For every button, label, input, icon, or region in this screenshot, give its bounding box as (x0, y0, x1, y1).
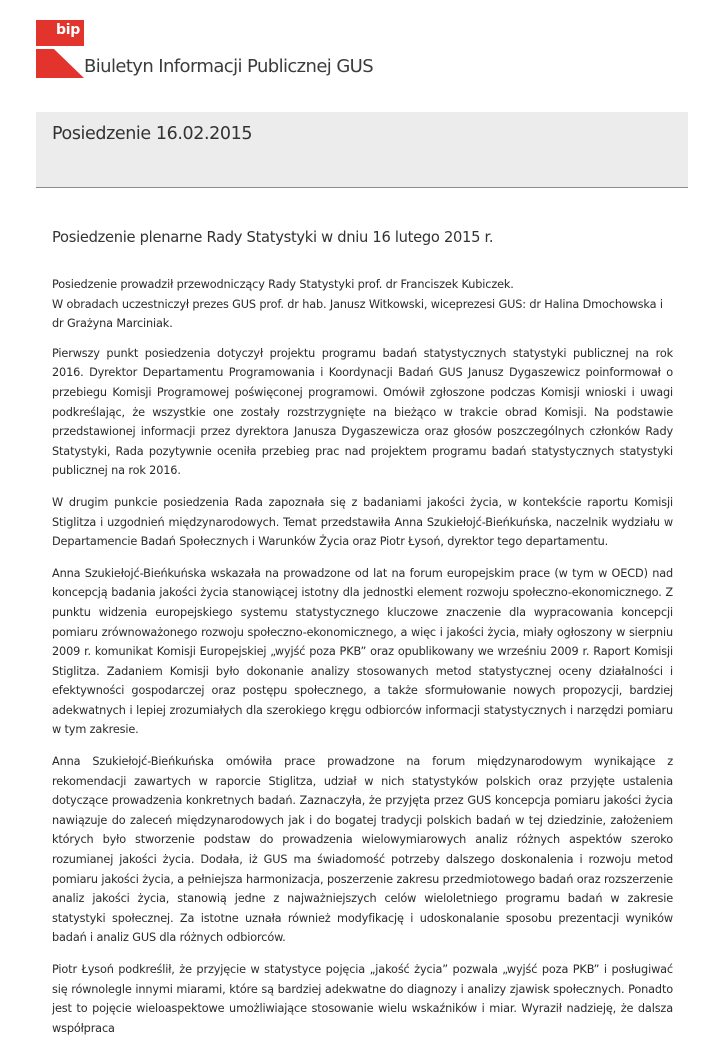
site-title[interactable]: Biuletyn Informacji Publicznej GUS (84, 56, 374, 77)
article-paragraph: Anna Szukiełojć-Bieńkuńska omówiła prace prowadzone na forum międzynarodowym wynikające z rekomendacji zawartych w raporcie Stiglitza, udział w nich statystyków polskich oraz przyjęte ustalenia dotyczące prowadzenia konkretnych badań. Zaznaczyła, że przyjęta przez GUS koncepcja pomiaru jakości życia nawiązuje do zaleceń międzynarodowych jak i do bogatej tradycji polskich badań w tej dziedzinie, założeniem których było stworzenie podstaw do prowadzenia wielowymiarowych analiz różnych aspektów szeroko rozumianej jakości życia. Dodała, iż GUS ma świadomość potrzeby dalszego doskonalenia i rozwoju metod pomiaru jakości życia, a pełniejsza harmonizacja, poszerzenie zakresu przedmiotowego badań oraz rozszerzenie analiz jakości życia, stanowią jedne z najważniejszych celów wieloletniego programu badań w zakresie statystyki społecznej. Za istotne uznała również modyfikację i udoskonalanie sposobu prezentacji wyników badań i analiz GUS dla różnych odbiorców. (52, 755, 673, 945)
article-heading: Posiedzenie plenarne Rady Statystyki w dniu 16 lutego 2015 r. (52, 229, 494, 246)
article-paragraph: Pierwszy punkt posiedzenia dotyczył projektu programu badań statystycznych statystyki publicznej na rok 2016. Dyrektor Departamentu Programowania i Koordynacji Badań GUS Janusz Dygaszewicz poinformował o przebiegu Komisji Programowej poświęconej programowi. Omówił zgłoszone podczas Komisji wnioski i uwagi podkreślając, że wszystkie one zostały rozstrzygnięte na bieżąco w trakcie obrad Komisji. Na podstawie przedstawionej informacji przez dyrektora Janusza Dygaszewicza oraz głosów poszczególnych członków Rady Statystyki, Rada pozytywnie oceniła przebieg prac nad projektem programu badań statystycznych statystyki publicznej na rok 2016. (52, 346, 673, 478)
article-paragraph: Anna Szukiełojć-Bieńkuńska wskazała na prowadzone od lat na forum europejskim prace (w tym w OECD) nad koncepcją badania jakości życia stanowiącej istotny dla jednostki element rozwoju społeczno-ekonomicznego. Z punktu widzenia europejskiego systemu statystycznego kluczowe znaczenie dla wypracowania koncepcji pomiaru zrównoważonego rozwoju społeczno-ekonomicznego, a więc i jakości życia, miały ogłoszony w sierpniu 2009 r. komunikat Komisji Europejskiej „wyjść poza PKB” oraz opublikowany we wrześniu 2009 r. Raport Komisji Stiglitza. Zadaniem Komisji było dokonanie analizy stosowanych metod statystycznej oceny działalności i efektywności gospodarczej oraz postępu społecznego, a także sformułowanie nowych propozycji, bardziej adekwatnych i lepiej zrozumiałych dla szerokiego kręgu odbiorców informacji statystycznych i narzędzi pomiaru w tym zakresie. (52, 566, 673, 737)
page-header (36, 112, 688, 188)
article-paragraph: W drugim punkcie posiedzenia Rada zapoznała się z badaniami jakości życia, w kontekście raportu Komisji Stiglitza i uzgodnień międzynarodowych. Temat przedstawiła Anna Szukiełojć-Bieńkuńska, naczelnik wydziału w Departamencie Badań Społecznych i Warunków Życia oraz Piotr Łysoń, dyrektor tego departamentu. (52, 495, 673, 549)
bip-logo-text: bip (56, 22, 80, 38)
bip-logo[interactable] (36, 20, 84, 78)
bip-logo-mark (36, 20, 84, 46)
article-paragraph-attendance: Posiedzenie prowadził przewodniczący Rady Statystyki prof. dr Franciszek Kubiczek. W obradach uczestniczył prezes GUS prof. dr hab. Janusz Witkowski, wiceprezesi GUS: dr Halina Dmochowska i dr Grażyna Marciniak. (52, 278, 663, 331)
page-title: Posiedzenie 16.02.2015 (52, 124, 253, 144)
article-paragraph: Piotr Łysoń podkreślił, że przyjęcie w statystyce pojęcia „jakość życia” pozwala „wyjść poza PKB” i posługiwać się równolegle innymi miarami, które są bardziej adekwatne do diagnozy i analizy zjawisk społecznych. Ponadto jest to pojęcie wieloaspektowe umożliwiające stosowanie wielu wskaźników i miar. Wyraził nadzieję, że dalsza współpraca (52, 963, 673, 1035)
article (52, 226, 673, 1050)
bip-logo-flag-icon (36, 49, 84, 78)
